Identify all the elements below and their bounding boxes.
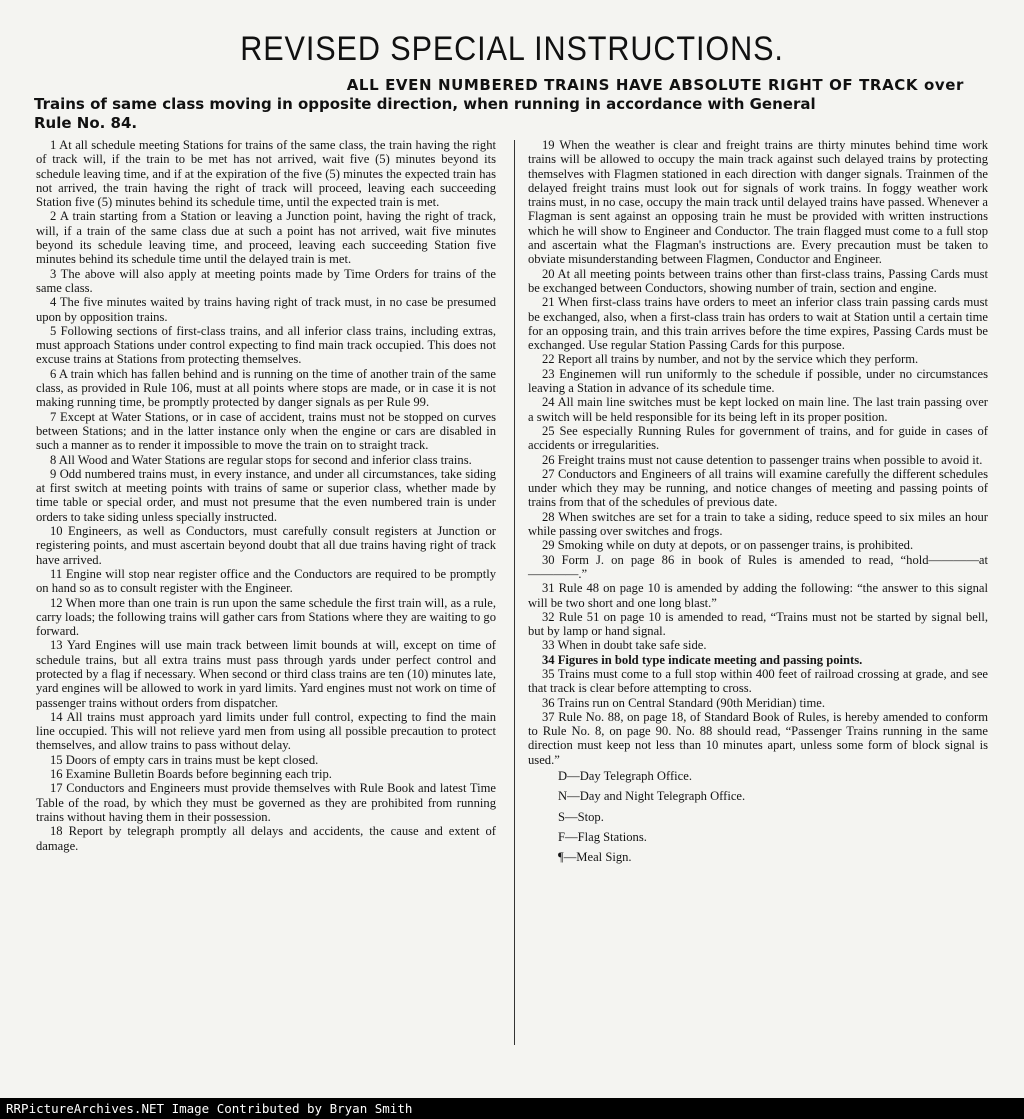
- rule-3: 3 The above will also apply at meeting points made by Time Orders for trains of the same class.: [36, 266, 496, 295]
- rule-25: 25 See especially Running Rules for government of trains, and for guide in cases of accidents or irregularities.: [528, 423, 988, 453]
- rule-27: 27 Conductors and Engineers of all trains will examine carefully the different schedules under which they may be running, and notice changes of meeting and passing points of trains from that of the schedules of previous date.: [528, 466, 988, 510]
- left-column: [36, 138, 496, 853]
- rule-12: 12 When more than one train is run upon the same schedule the first train will, as a rule, carry loads; the following trains will gather cars from Stations where they are waiting to go forward.: [36, 595, 496, 639]
- subtitle: [34, 76, 994, 133]
- rule-26: 26 Freight trains must not cause detention to passenger trains when possible to avoid it.: [542, 452, 983, 467]
- rule-8: 8 All Wood and Water Stations are regular stops for second and inferior class trains.: [50, 452, 472, 467]
- rule-17: 17 Conductors and Engineers must provide themselves with Rule Book and latest Time Table of the road, by which they must be governed as they are prohibited from running trains without having them in their possession.: [36, 781, 496, 824]
- rule-16: 16 Examine Bulletin Boards before beginning each trip.: [50, 767, 332, 782]
- rule-2: 2 A train starting from a Station or leaving a Junction point, having the right of track, will, if a train of the same class due at such a point has not arrived, wait five minutes beyond its schedule leaving time, and proceed, leaving each succeeding Station five minutes behind its schedule time until the delayed train is met.: [36, 209, 496, 267]
- subtitle-line-1: ALL EVEN NUMBERED TRAINS HAVE ABSOLUTE RIGHT OF TRACK over: [346, 76, 964, 94]
- rule-18: 18 Report by telegraph promptly all delays and accidents, the cause and extent of damage.: [36, 824, 496, 853]
- legend-day-telegraph: D—Day Telegraph Office.: [558, 769, 692, 784]
- rule-22: 22 Report all trains by number, and not by the service which they perform.: [542, 352, 919, 367]
- rule-13: 13 Yard Engines will use main track between limit bounds at will, except on time of schedule trains, but all extra trains must pass through yards under perfect control and protected by a flag if necessary. When second or third class trains are ten (10) minutes late, yard engines will be allowed to work in yard limits. Yard engines must not work on time of passenger trains without orders from dispatcher.: [36, 638, 496, 710]
- rule-29: 29 Smoking while on duty at depots, or on passenger trains, is prohibited.: [542, 538, 914, 553]
- subtitle-line-2: Trains of same class moving in opposite direction, when running in accordance with General: [34, 95, 816, 113]
- rule-1: 1 At all schedule meeting Stations for trains of the same class, the train having the right of track will, if the train to be met has not arrived, wait five (5) minutes beyond its schedule leaving time, and if at the expiration of the five (5) minutes the expected train has not arrived, the train having the right of track will proceed, leaving each succeeding Station five (5) minutes behind its schedule time, until the expected train is met.: [36, 138, 496, 210]
- rule-31: 31 Rule 48 on page 10 is amended by adding the following: “the answer to this signal will be two short and one long blast.”: [528, 581, 988, 610]
- right-column: [528, 138, 988, 871]
- column-divider: [514, 140, 515, 1045]
- rule-6: 6 A train which has fallen behind and is running on the time of another train of the same class, as provided in Rule 106, must at all points where stops are made, or in case it is not making running time, be promptly protected by danger signals as per Rule 99.: [36, 366, 496, 410]
- rule-15: 15 Doors of empty cars in trains must be kept closed.: [50, 752, 319, 767]
- rule-28: 28 When switches are set for a train to take a siding, reduce speed to six miles an hour while passing over switches and frogs.: [528, 509, 988, 539]
- rule-32: 32 Rule 51 on page 10 is amended to read, “Trains must not be started by signal bell, but by lamp or hand signal.: [528, 609, 988, 639]
- rule-11: 11 Engine will stop near register office and the Conductors are required to be promptly on hand so as to consult register with the Engineer.: [36, 566, 496, 596]
- rule-21: 21 When first-class trains have orders to meet an inferior class train passing cards must be exchanged, also, when a first-class train has orders to wait at Station until a certain time for an opposing train, and this train arrives before the time expires, Passing Cards must be exchanged. Use regular Station Passing Cards for this purpose.: [528, 295, 988, 353]
- legend-meal-sign: ¶—Meal Sign.: [558, 850, 632, 865]
- legend-flag-stations: F—Flag Stations.: [558, 829, 647, 844]
- page-title: REVISED SPECIAL INSTRUCTIONS.: [240, 30, 784, 68]
- rule-36: 36 Trains run on Central Standard (90th Meridian) time.: [542, 695, 825, 710]
- rule-33: 33 When in doubt take safe side.: [542, 638, 707, 653]
- rule-4: 4 The five minutes waited by trains having right of track must, in no case be presumed upon by opposition trains.: [36, 295, 496, 324]
- rule-37: 37 Rule No. 88, on page 18, of Standard Book of Rules, is hereby amended to conform to Rule No. 8, on page 90. No. 88 should read, “Passenger Trains running in the same direction must keep not less than 10 minutes apart, unless some form of block signal is used.”: [528, 709, 988, 767]
- rule-10: 10 Engineers, as well as Conductors, must carefully consult registers at Junction or registering points, and must ascertain beyond doubt that all due trains having right of track have arrived.: [36, 524, 496, 567]
- rule-23: 23 Enginemen will run uniformly to the schedule if possible, under no circumstances leaving a Station in advance of its schedule time.: [528, 366, 988, 396]
- rule-5: 5 Following sections of first-class trains, and all inferior class trains, including extras, must approach Stations under control expecting to find main track occupied. This does not excuse trains at Stations from protecting themselves.: [36, 323, 496, 367]
- legend-stop: S—Stop.: [558, 809, 604, 824]
- rule-14: 14 All trains must approach yard limits under full control, expecting to find the main line occupied. This will not relieve yard men from using all possible precaution to protect themselves, and allow trains to pass without delay.: [36, 709, 496, 753]
- station-legend: [528, 769, 988, 864]
- rule-7: 7 Except at Water Stations, or in case of accident, trains must not be stopped on curves between Stations; and in the latter instance only when the engine or cars are disabled in such a manner as to render it impossible to move the train on to straight track.: [36, 409, 496, 453]
- legend-day-night-telegraph: N—Day and Night Telegraph Office.: [558, 789, 746, 804]
- rule-9: 9 Odd numbered trains must, in every instance, and under all circumstances, take siding at first switch at meeting points with trains of same or superior class, whether made by time table or special order, and must not presume that the even numbered train is under orders to take siding unless specially instructed.: [36, 466, 496, 524]
- rule-34: 34 Figures in bold type indicate meeting and passing points.: [542, 652, 863, 667]
- image-credit-footer: RRPictureArchives.NET Image Contributed by Bryan Smith: [0, 1098, 1024, 1119]
- rule-24: 24 All main line switches must be kept locked on main line. The last train passing over a switch will be held responsible for its being left in its proper position.: [528, 395, 988, 424]
- rule-30: 30 Form J. on page 86 in book of Rules is amended to read, “hold————at————.”: [528, 552, 988, 581]
- rule-35: 35 Trains must come to a full stop within 400 feet of railroad crossing at grade, and see that track is clear before attempting to cross.: [528, 666, 988, 696]
- subtitle-line-3: Rule No. 84.: [34, 114, 138, 132]
- rule-20: 20 At all meeting points between trains other than first-class trains, Passing Cards must be exchanged between Conductors, showing number of train, section and engine.: [528, 266, 988, 295]
- rule-19: 19 When the weather is clear and freight trains are thirty minutes behind time work trains will be allowed to occupy the main track against such delayed trains by protecting themselves with Flagmen stationed in each direction with danger signals. Trainmen of the delayed freight trains must look out for signals of work trains. In foggy weather work trains must, in no case, occupy the main track until delayed trains have passed. Whenever a Flagman is sent against an opposing train he must be provided with written instructions which he will show to Engineer and Conductor. The train flagged must come to a full stop and ascertain what the Flagman's instructions are. Every precaution must be taken to obviate misunderstanding between Flagmen, Conductor and Engineer.: [528, 138, 988, 267]
